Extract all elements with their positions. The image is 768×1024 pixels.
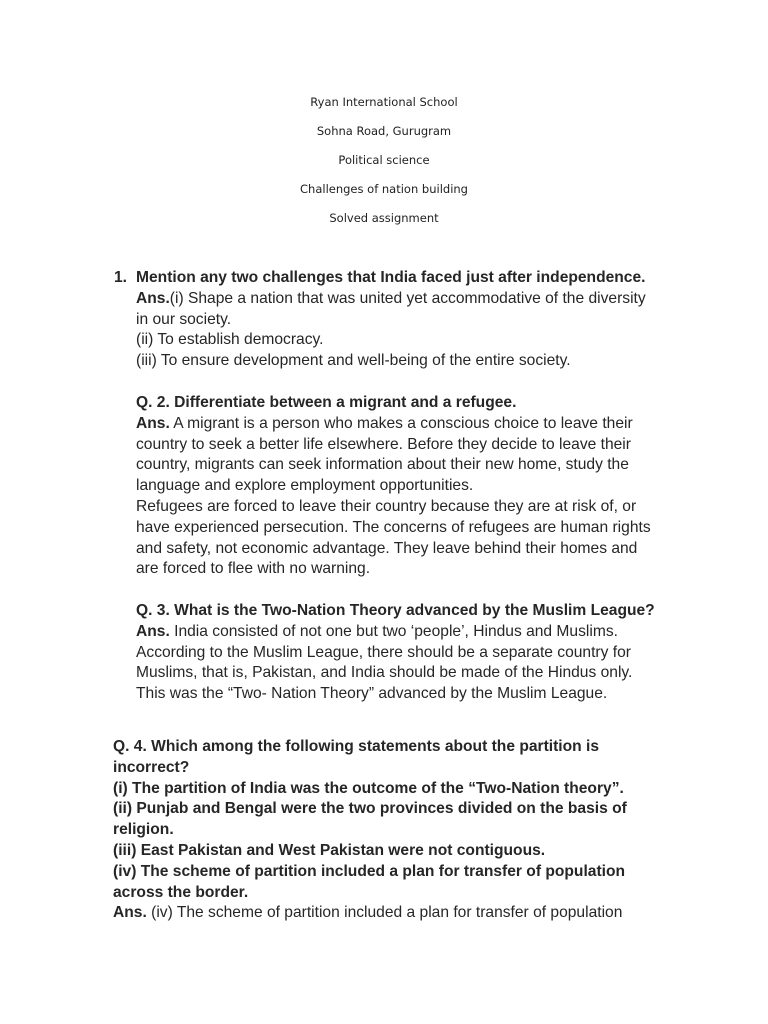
assignment-type: Solved assignment <box>329 211 439 225</box>
answer-1-text-1: (i) Shape a nation that was united yet accommodative of the diversity <box>169 289 646 307</box>
answer-4-line <box>113 903 673 924</box>
question-4-option-2a: (ii) Punjab and Bengal were the two provinces divided on the basis of <box>113 800 627 818</box>
answer-2-text-3: country, migrants can seek information about their new home, study the <box>136 456 629 474</box>
document-header <box>0 94 768 239</box>
answer-2-line <box>136 414 696 435</box>
answer-2-text-2: country to seek a better life elsewhere. Before they decide to leave their <box>136 435 631 453</box>
answer-3-text-3: Muslims, that is, Pakistan, and India should be made of the Hindus only. <box>136 664 633 682</box>
answer-3-text-2: According to the Muslim League, there should be a separate country for <box>136 643 631 661</box>
answer-4-label: Ans. <box>113 904 147 922</box>
answer-3-text-4: This was the “Two- Nation Theory” advanced by the Muslim League. <box>136 685 608 703</box>
question-4-block <box>113 737 673 924</box>
answer-4-text: (iv) The scheme of partition included a plan for transfer of population <box>146 904 623 922</box>
question-4-option-2b: religion. <box>113 821 174 839</box>
question-2-text: Q. 2. Differentiate between a migrant and a refugee. <box>136 394 517 411</box>
question-3-block <box>136 601 696 705</box>
answer-2-text-7: and safety, not economic advantage. They leave behind their homes and <box>136 539 638 557</box>
answer-1-line <box>136 289 696 310</box>
question-4-option-4b: across the border. <box>113 883 249 901</box>
question-4-text-2: incorrect? <box>113 758 190 776</box>
chapter-title: Challenges of nation building <box>300 182 468 196</box>
answer-1-text-3: (ii) To establish democracy. <box>136 331 324 349</box>
answer-2-text-6: have experienced persecution. The concerns of refugees are human rights <box>136 518 651 536</box>
question-1-number: 1. <box>114 269 128 286</box>
answer-3-text-1: India consisted of not one but two ‘people’, Hindus and Muslims. <box>169 622 618 640</box>
answer-2-text-5: Refugees are forced to leave their country because they are at risk of, or <box>136 497 637 515</box>
question-2-block <box>136 393 696 580</box>
answer-1-text-2: in our society. <box>136 310 232 328</box>
answer-1-text-4: (iii) To ensure development and well-being of the entire society. <box>136 352 571 370</box>
question-4-text-1: Q. 4. Which among the following statements about the partition is <box>113 738 600 755</box>
answer-2-label: Ans. <box>136 414 170 432</box>
question-4-option-3: (iii) East Pakistan and West Pakistan were not contiguous. <box>113 841 546 859</box>
school-name: Ryan International School <box>310 95 458 109</box>
answer-3-label: Ans. <box>136 622 170 640</box>
answer-3-line <box>136 622 696 643</box>
question-1-text: Mention any two challenges that India faced just after independence. <box>136 269 646 286</box>
answer-2-text-8: are forced to flee with no warning. <box>136 560 371 578</box>
question-4-option-1: (i) The partition of India was the outcome of the “Two-Nation theory”. <box>113 779 624 797</box>
question-3-text: Q. 3. What is the Two-Nation Theory advanced by the Muslim League? <box>136 602 655 619</box>
answer-2-text-4: language and explore employment opportunities. <box>136 477 474 495</box>
school-address: Sohna Road, Gurugram <box>316 124 452 138</box>
answer-1-label: Ans. <box>136 289 170 307</box>
subject-name: Political science <box>338 153 430 167</box>
answer-2-text-1: A migrant is a person who makes a conscious choice to leave their <box>169 414 633 432</box>
question-4-option-4a: (iv) The scheme of partition included a plan for transfer of population <box>113 862 626 880</box>
